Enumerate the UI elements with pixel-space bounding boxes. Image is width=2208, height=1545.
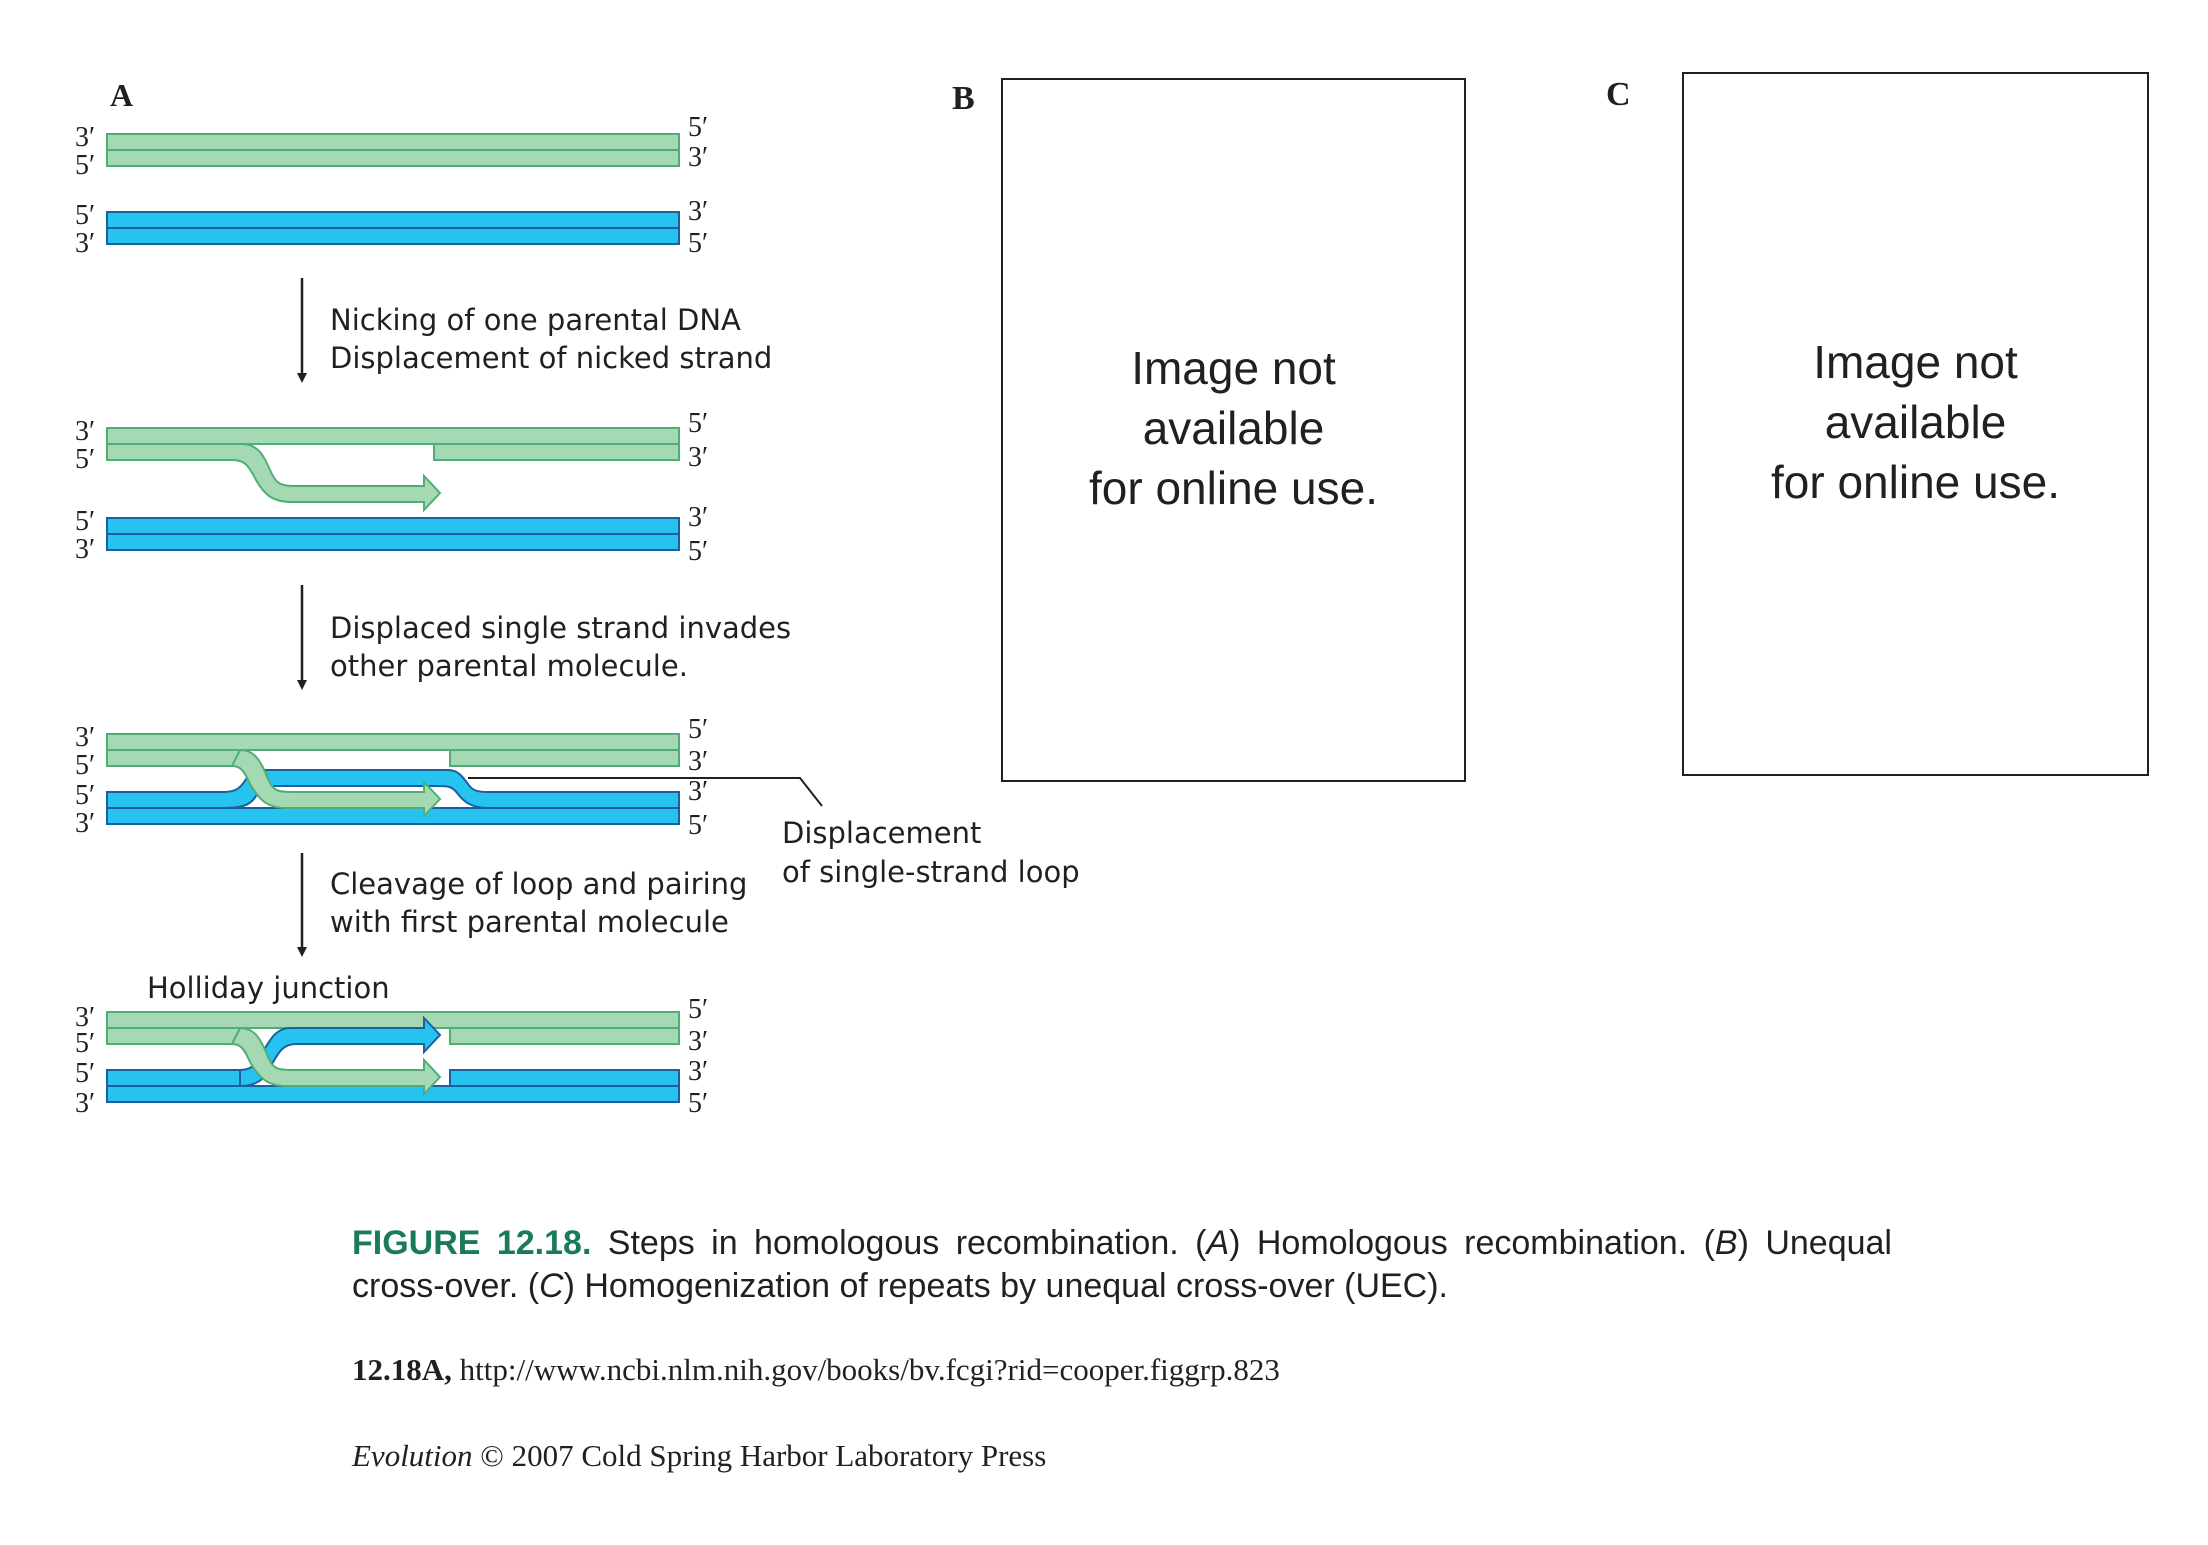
green-strand-right-segment xyxy=(434,444,679,460)
blue-strand-bottom xyxy=(107,534,679,550)
end-label: 3′ xyxy=(688,1056,709,1087)
green-strand-bottom xyxy=(107,150,679,166)
green-strand-left-segment xyxy=(107,1028,247,1044)
end-label: 3′ xyxy=(688,196,709,227)
end-label: 3′ xyxy=(688,776,709,807)
panel-c-placeholder xyxy=(1682,72,2149,776)
step-1-line-1: Nicking of one parental DNA xyxy=(330,303,741,337)
step-3-line-1: Cleavage of loop and pairing xyxy=(330,867,748,901)
placeholder-line-1: Image not xyxy=(1131,342,1336,394)
green-strand-right-segment xyxy=(450,750,679,766)
end-label: 5′ xyxy=(75,200,96,231)
end-label: 3′ xyxy=(75,808,96,839)
blue-strand-bottom xyxy=(107,808,679,824)
placeholder-line-3: for online use. xyxy=(1089,462,1378,514)
source-credit xyxy=(352,1352,1280,1388)
end-label: 5′ xyxy=(688,714,709,745)
holliday-junction-label: Holliday junction xyxy=(147,971,390,1005)
end-label: 3′ xyxy=(75,534,96,565)
end-label: 3′ xyxy=(688,442,709,473)
copyright-line xyxy=(352,1438,1046,1474)
caption-text: Steps in homologous recombination. ( xyxy=(591,1224,1207,1262)
end-label: 3′ xyxy=(75,1088,96,1119)
caption-ref-a: A xyxy=(1206,1224,1230,1262)
blue-strand-right-segment xyxy=(450,1070,679,1086)
green-strand-top xyxy=(107,134,679,150)
end-label: 5′ xyxy=(688,1088,709,1119)
caption-text: ) Homologous recombination. ( xyxy=(1229,1224,1715,1262)
end-label: 5′ xyxy=(75,1058,96,1089)
end-label: 3′ xyxy=(75,228,96,259)
copyright-text: © 2007 Cold Spring Harbor Laboratory Press xyxy=(472,1438,1047,1473)
end-label: 5′ xyxy=(75,150,96,181)
step-1-line-2: Displacement of nicked strand xyxy=(330,341,773,375)
end-label: 5′ xyxy=(688,810,709,841)
placeholder-line-1: Image not xyxy=(1813,336,2018,388)
caption-text: ) Homogenization of repeats by unequal cross-over (UEC). xyxy=(563,1267,1449,1305)
displaced-green-strand-arrow xyxy=(107,444,440,510)
green-strand-right-segment xyxy=(450,1028,679,1044)
blue-strand-top xyxy=(107,518,679,534)
blue-strand-top xyxy=(107,212,679,228)
green-strand-left-segment xyxy=(107,750,247,766)
end-label: 5′ xyxy=(75,750,96,781)
loop-callout-line-2: of single-strand loop xyxy=(782,855,1080,889)
end-label: 3′ xyxy=(688,746,709,777)
step-3-line-2: with first parental molecule xyxy=(330,905,729,939)
blue-strand-bottom xyxy=(107,1086,679,1102)
source-url[interactable]: http://www.ncbi.nlm.nih.gov/books/bv.fcgi?rid=cooper.figgrp.823 xyxy=(451,1352,1280,1387)
figure-caption xyxy=(352,1222,1892,1308)
panel-letter-c: C xyxy=(1606,76,1631,113)
end-label: 3′ xyxy=(688,1026,709,1057)
caption-text: ) Unequal cross-over. ( xyxy=(352,1224,1892,1305)
end-label: 5′ xyxy=(688,112,709,143)
placeholder-line-2: available xyxy=(1142,402,1325,454)
blue-strand-left-segment xyxy=(107,1070,247,1086)
stage-2-nicked-displacement xyxy=(107,428,679,550)
end-label: 3′ xyxy=(75,122,96,153)
green-strand-top xyxy=(107,428,679,444)
stage-1-parental-molecules xyxy=(107,134,679,244)
book-title: Evolution xyxy=(352,1438,473,1473)
caption-ref-b: B xyxy=(1714,1224,1738,1262)
step-2-line-2: other parental molecule. xyxy=(330,649,688,683)
step-2-line-1: Displaced single strand invades xyxy=(330,611,792,645)
loop-callout-line-1: Displacement xyxy=(782,816,982,850)
caption-ref-c: C xyxy=(539,1267,564,1305)
end-label: 5′ xyxy=(688,228,709,259)
panel-letter-b: B xyxy=(952,80,975,117)
end-label: 3′ xyxy=(75,1002,96,1033)
end-label: 3′ xyxy=(688,142,709,173)
end-label: 3′ xyxy=(75,722,96,753)
panel-b-placeholder xyxy=(1001,78,1466,782)
blue-strand-bottom xyxy=(107,228,679,244)
placeholder-line-2: available xyxy=(1824,396,2007,448)
green-strand-top xyxy=(107,1012,679,1028)
end-label: 3′ xyxy=(75,416,96,447)
panel-letter-a: A xyxy=(110,77,134,113)
end-label: 5′ xyxy=(75,444,96,475)
end-label: 5′ xyxy=(75,780,96,811)
green-strand-top xyxy=(107,734,679,750)
end-label: 5′ xyxy=(75,506,96,537)
credit-label: 12.18A, xyxy=(352,1352,452,1387)
end-label: 5′ xyxy=(688,408,709,439)
stage-3-strand-invasion xyxy=(107,734,822,824)
figure-label: FIGURE 12.18. xyxy=(352,1224,592,1262)
end-label: 3′ xyxy=(688,502,709,533)
end-label: 5′ xyxy=(688,536,709,567)
stage-4-holliday-junction xyxy=(107,1012,679,1102)
end-label: 5′ xyxy=(688,994,709,1025)
end-label: 5′ xyxy=(75,1028,96,1059)
placeholder-line-3: for online use. xyxy=(1771,456,2060,508)
